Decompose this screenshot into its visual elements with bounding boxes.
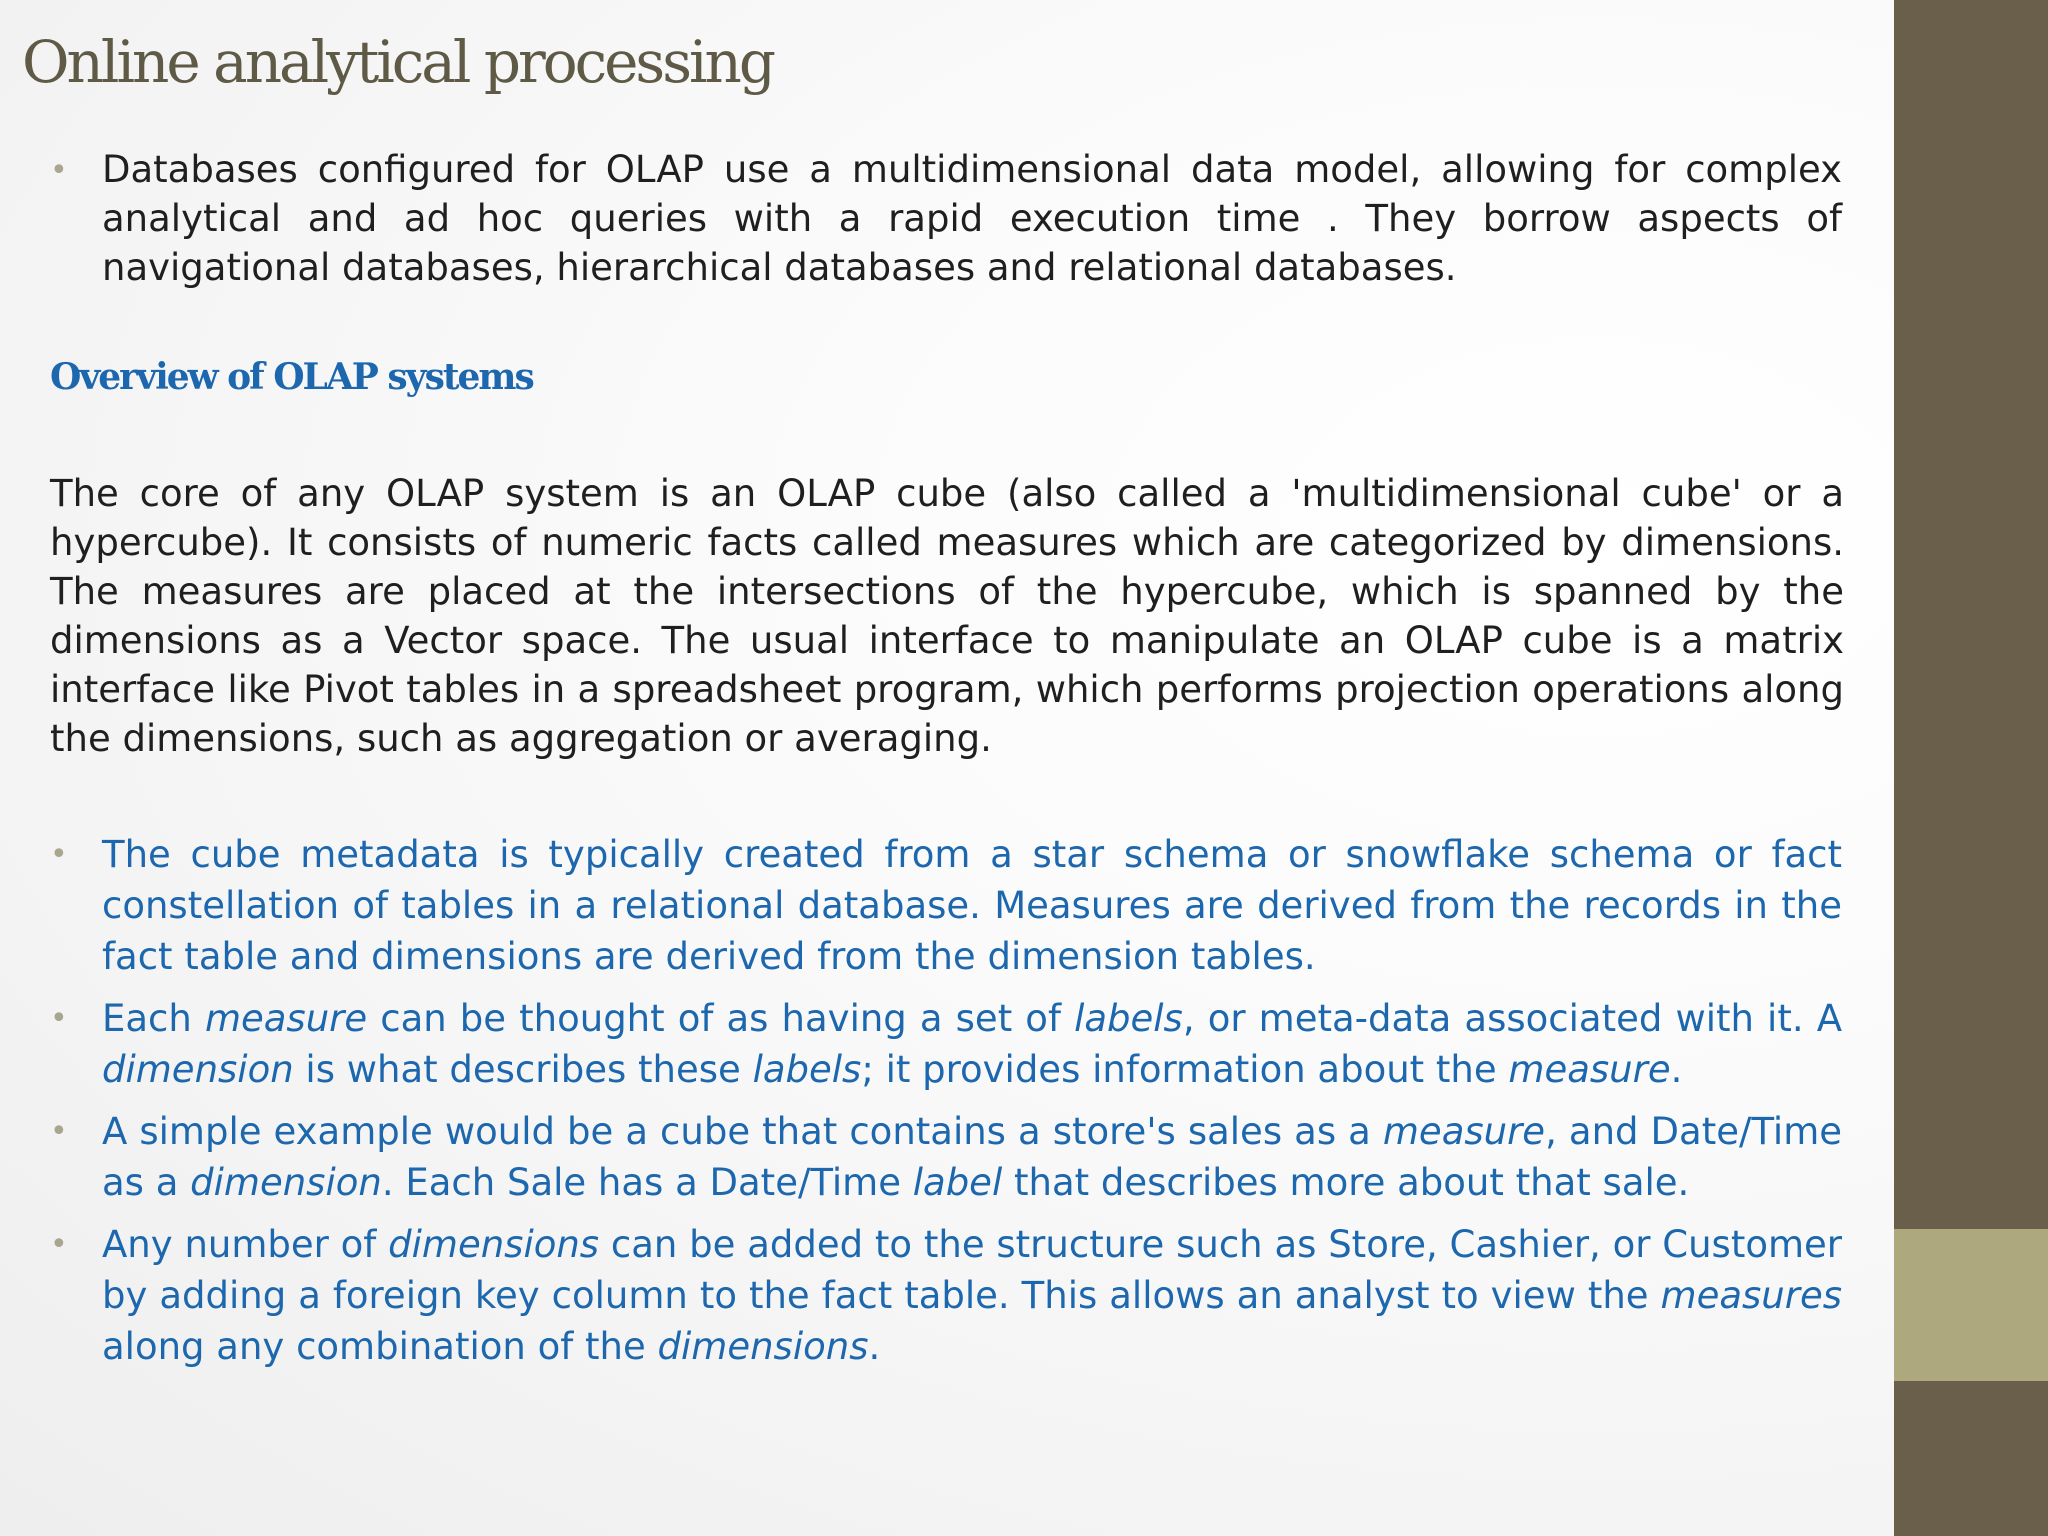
section-subheading: Overview of OLAP systems xyxy=(50,356,533,398)
emphasis-term: measure xyxy=(204,997,368,1040)
text-run: A simple example would be a cube that contains a store's sales as a xyxy=(102,1110,1383,1153)
emphasis-term: label xyxy=(912,1161,1003,1204)
emphasis-term: measure xyxy=(1508,1048,1671,1091)
sidebar-accent-band xyxy=(1894,1229,2048,1381)
emphasis-term: measures xyxy=(1660,1274,1842,1317)
emphasis-term: dimension xyxy=(102,1048,294,1091)
bullet-text xyxy=(102,1219,1842,1372)
text-run: can be thought of as having a set of xyxy=(367,997,1075,1040)
bullet-dot-icon: • xyxy=(50,1114,68,1149)
bullet-dot-icon: • xyxy=(50,1001,68,1036)
emphasis-term: dimensions xyxy=(657,1325,869,1368)
text-run: . xyxy=(868,1325,881,1368)
emphasis-term: measure xyxy=(1382,1110,1546,1153)
decorative-sidebar xyxy=(1894,0,2048,1536)
text-run: along any combination of the xyxy=(102,1325,658,1368)
overview-paragraph: The core of any OLAP system is an OLAP cube (also called a 'multidimensional cube' or a hypercube). It consists of numeric facts called measures which are categorized by dimensions. The measures are placed at the intersections of the hypercube, which is spanned by the dimensions as a Vector space. The usual interface to manipulate an OLAP cube is a matrix interface like Pivot tables in a spreadsheet program, which performs projection operations along the dimensions, such as aggregation or averaging. xyxy=(50,472,1844,760)
text-run: that describes more about that sale. xyxy=(1002,1161,1690,1204)
emphasis-term: dimensions xyxy=(388,1223,600,1266)
emphasis-term: labels xyxy=(752,1048,862,1091)
bullet-dot-icon: • xyxy=(50,153,68,188)
text-run: Each xyxy=(102,997,205,1040)
text-run: The cube metadata is typically created from a star schema or snowflake schema or fact constellation of tables in a relational database. Measures are derived from the records in the fact table and dimensions are derived from the dimension tables. xyxy=(102,833,1842,978)
bullet-text xyxy=(102,993,1842,1095)
text-run: , or meta-data associated with it. A xyxy=(1182,997,1842,1040)
text-run: ; it provides information about the xyxy=(861,1048,1509,1091)
emphasis-term: dimension xyxy=(190,1161,382,1204)
intro-bullet-text: Databases configured for OLAP use a multidimensional data model, allowing for complex analytical and ad hoc queries with a rapid execution time . They borrow aspects of navigational databases, hierarchical databases and relational databases. xyxy=(102,148,1842,289)
bullet-dot-icon: • xyxy=(50,1227,68,1262)
slide-title: Online analytical processing xyxy=(22,28,773,96)
text-run: Any number of xyxy=(102,1223,389,1266)
text-run: is what describes these xyxy=(293,1048,753,1091)
text-run: can be added to the structure such as Store, Cashier, or Customer by adding a foreign key column to the fact table. This allows an analyst to view the xyxy=(102,1223,1842,1317)
bullet-text xyxy=(102,1106,1842,1208)
bullet-text xyxy=(102,829,1842,982)
text-run: . Each Sale has a Date/Time xyxy=(381,1161,913,1204)
bullet-dot-icon: • xyxy=(50,837,68,872)
emphasis-term: labels xyxy=(1074,997,1183,1040)
text-run: . xyxy=(1670,1048,1683,1091)
text-run: , and Date/Time as a xyxy=(102,1110,1843,1204)
